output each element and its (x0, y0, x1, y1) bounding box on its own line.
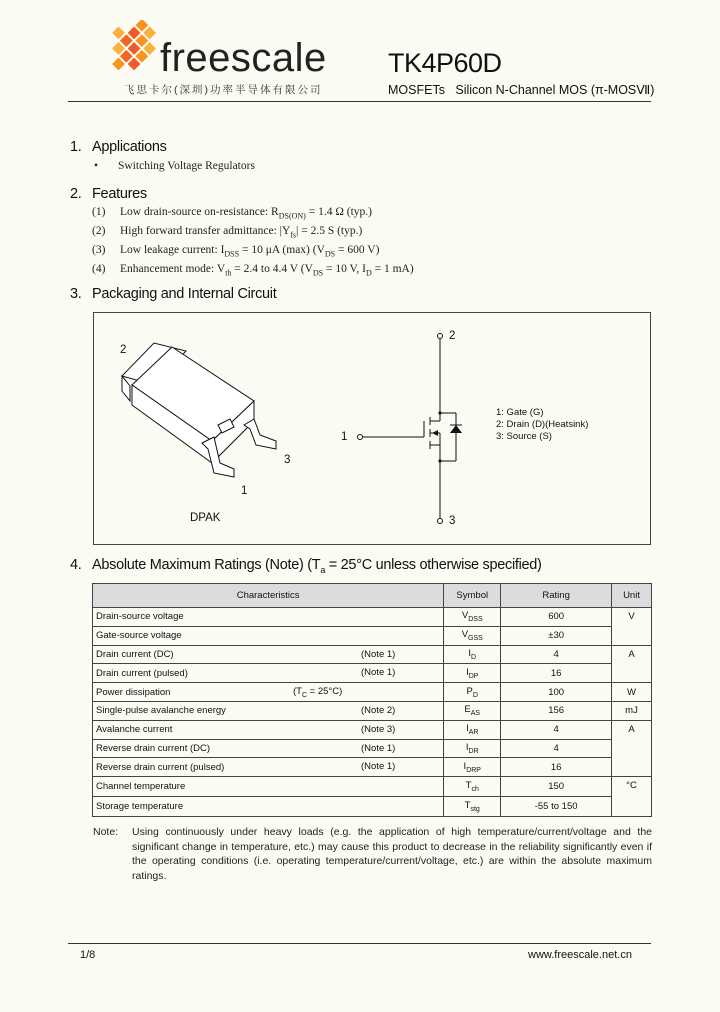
application-item: • Switching Voltage Regulators (94, 160, 255, 172)
table-row: Power dissipation $(T_C = 25^\circ C)$ $P_D$ 100 W (93, 683, 652, 702)
feature-item-3: (3) Low leakage current: $I_{DSS} = 10$ μA (max) ($V_{DS} = 600$ V) (92, 244, 380, 259)
table-header: Unit (612, 584, 652, 608)
footer-url-link[interactable]: www.freescale.net.cn (528, 949, 632, 961)
table-row: Single-pulse avalanche energy (Note 2) $E_{AS}$ 156 mJ (93, 701, 652, 720)
package-circuit-box (93, 312, 651, 545)
part-number: TK4P60D (388, 48, 502, 78)
table-header: Rating (501, 584, 612, 608)
feature-item-1: (1) Low drain-source on-resistance: $R_{DS(ON)} = 1.4$ Ω (typ.) (92, 206, 372, 221)
table-row: Drain current (pulsed) (Note 1) $I_{DP}$ 16 (93, 664, 652, 683)
brand-name: freescale (160, 36, 327, 80)
page-number: 1/8 (80, 949, 96, 961)
note-text: Using continuously under heavy loads (e.g. the application of high temperature/current/voltage and the significant change in temperature, etc.) may cause this product to decrease in the reliability significantly even if the operating conditions (i.e. operating temperature/current/voltage, etc.) are within the absolute maximum ratings. (132, 826, 652, 882)
circuit-pin-2-label: 2 (449, 330, 456, 342)
table-row: Reverse drain current (pulsed) (Note 1) $I_{DRP}$ 16 (93, 758, 652, 777)
table-header: Characteristics (93, 584, 444, 608)
table-row: Channel temperature $T_{ch}$ 150 °C (93, 777, 652, 797)
section-packaging-heading: 3. Packaging and Internal Circuit (70, 286, 277, 302)
table-row: Drain current (DC) (Note 1) $I_D$ 4 A (93, 645, 652, 664)
table-row: Storage temperature $T_{stg}$ -55 to 150 (93, 797, 652, 817)
circuit-pin-1-label: 1 (341, 431, 348, 443)
feature-item-4: (4) Enhancement mode: $V_{th} = 2.4$ to 4.4 V ($V_{DS} = 10$ V, $I_D = 1$ mA) (92, 263, 414, 278)
pin-legend: 1: Gate (G) 2: Drain (D)(Heatsink) 3: Source (S) (496, 407, 589, 442)
freescale-logo-icon (92, 20, 162, 84)
part-description: MOSFETs Silicon N-Channel MOS (π-MOSⅦ) (388, 83, 655, 97)
package-pin-2-label: 2 (120, 344, 127, 356)
table-row: Drain-source voltage $V_{DSS}$ 600 V (93, 608, 652, 627)
feature-item-2: (2) High forward transfer admittance: $|Y_{fs}| = 2.5$ S (typ.) (92, 225, 363, 240)
section-applications-heading: 1. Applications (70, 139, 167, 155)
table-row: Gate-source voltage $V_{GSS}$ ±30 (93, 626, 652, 645)
table-header-row (93, 584, 652, 608)
header-rule (68, 101, 651, 102)
package-pin-3-label: 3 (284, 454, 291, 466)
brand-subtitle: 飞思卡尔(深圳)功率半导体有限公司 (124, 84, 323, 96)
note-label: Note: (93, 826, 119, 838)
table-header: Symbol (444, 584, 501, 608)
table-row: Avalanche current (Note 3) $I_{AR}$ 4 A (93, 720, 652, 739)
section-features-heading: 2. Features (70, 186, 147, 202)
footer-rule (68, 943, 651, 944)
table-row: Reverse drain current (DC) (Note 1) $I_{DR}$ 4 (93, 739, 652, 758)
absolute-maximum-ratings-table (92, 583, 652, 817)
package-pin-1-label: 1 (241, 485, 248, 497)
package-name: DPAK (190, 512, 221, 524)
circuit-pin-3-label: 3 (449, 515, 456, 527)
section-ratings-heading: 4. Absolute Maximum Ratings (Note) ($T_a = 25^\circ C$ unless otherwise specified) (70, 557, 542, 575)
